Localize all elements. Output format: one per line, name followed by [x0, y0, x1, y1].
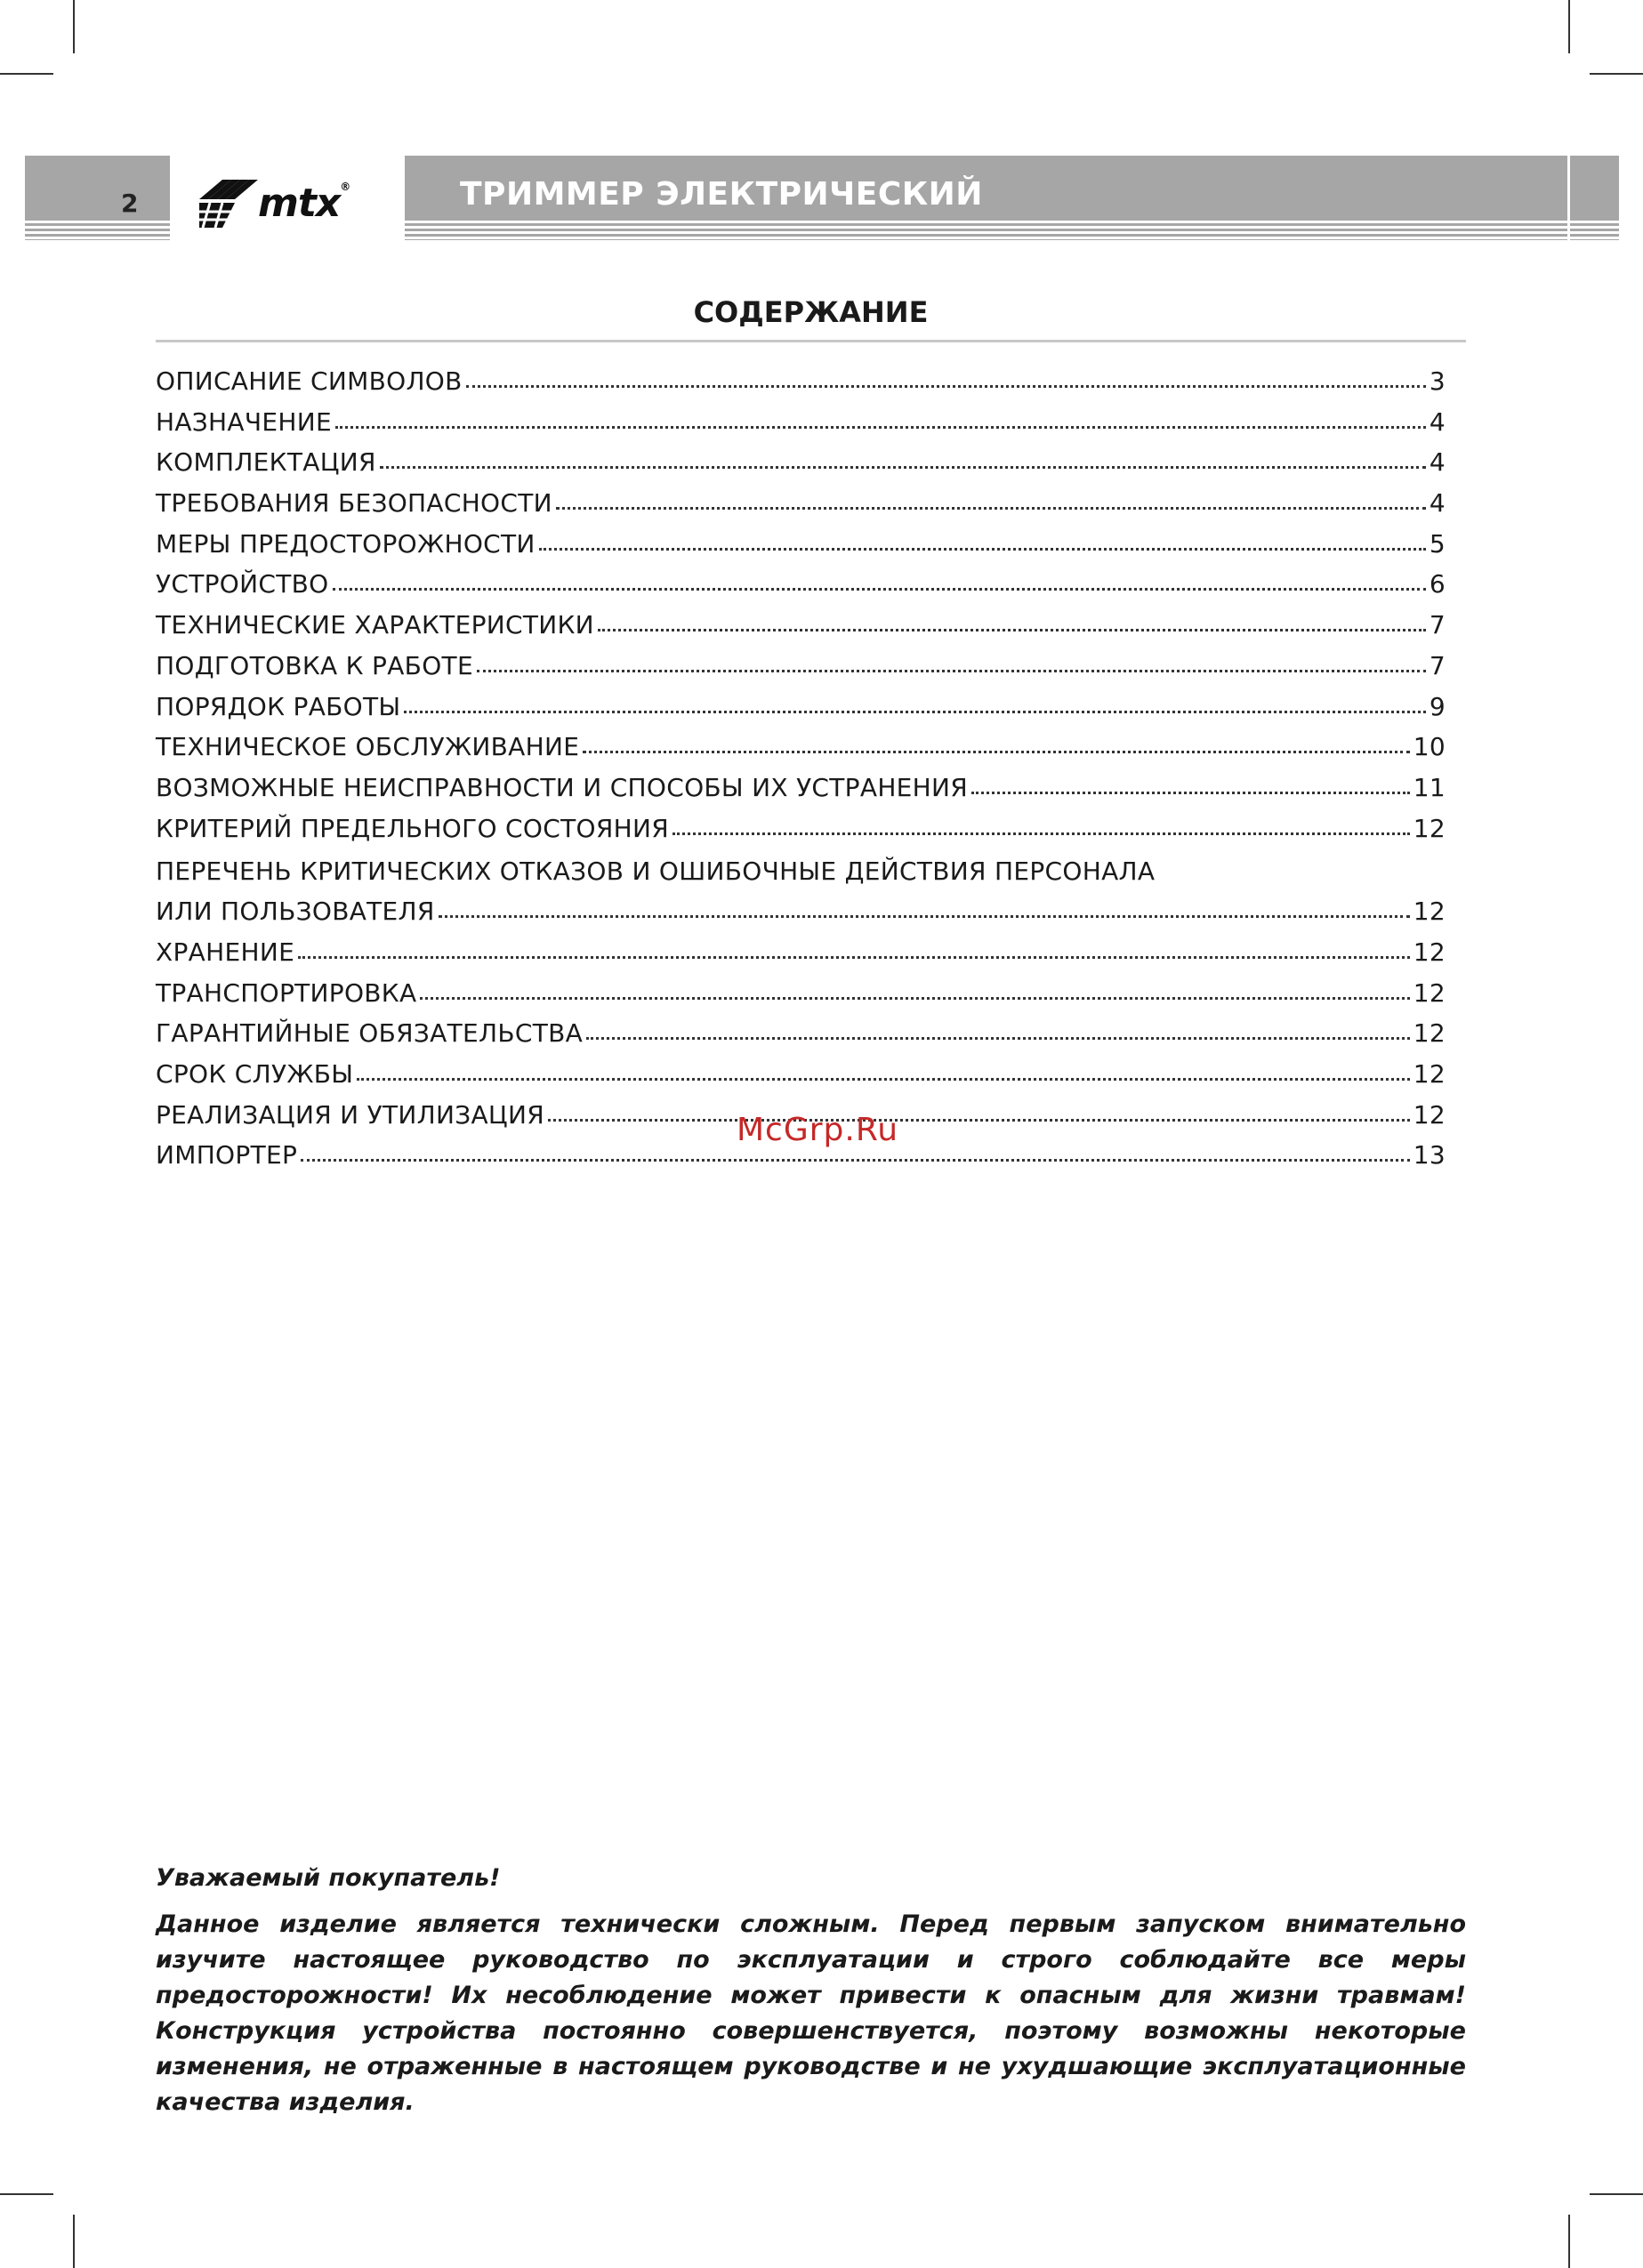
toc-entry[interactable]: ИЛИ ПОЛЬЗОВАТЕЛЯ 12	[156, 897, 1446, 927]
toc-entry[interactable]: ТРАНСПОРТИРОВКА 12	[156, 977, 1446, 1008]
crop-mark	[73, 2215, 75, 2268]
toc-entry[interactable]: ПЕРЕЧЕНЬ КРИТИЧЕСКИХ ОТКАЗОВ И ОШИБОЧНЫЕ ДЕЙСТВИЯ ПЕРСОНАЛА	[156, 856, 1156, 886]
toc-entry[interactable]: ХРАНЕНИЕ 12	[156, 937, 1446, 967]
page-number: 2	[121, 189, 139, 218]
toc-entry[interactable]: ИМПОРТЕР 13	[156, 1140, 1446, 1170]
toc-entry[interactable]: КОМПЛЕКТАЦИЯ 4	[156, 447, 1446, 478]
crop-mark	[0, 2193, 53, 2195]
document-title: ТРИММЕР ЭЛЕКТРИЧЕСКИЙ	[460, 176, 983, 213]
toc-entry[interactable]: СРОК СЛУЖБЫ 12	[156, 1059, 1446, 1089]
toc-entry[interactable]: ГАРАНТИЙНЫЕ ОБЯЗАТЕЛЬСТВА 12	[156, 1018, 1446, 1049]
crop-mark	[1568, 2215, 1570, 2268]
toc-entry[interactable]: ВОЗМОЖНЫЕ НЕИСПРАВНОСТИ И СПОСОБЫ ИХ УСТРАНЕНИЯ 11	[156, 772, 1446, 802]
header-end-band	[1567, 156, 1619, 240]
toc-entry[interactable]: РЕАЛИЗАЦИЯ И УТИЛИЗАЦИЯ 12	[156, 1099, 1446, 1130]
crop-mark	[1590, 2193, 1643, 2195]
toc-entry[interactable]: НАЗНАЧЕНИЕ 4	[156, 406, 1446, 437]
toc-divider	[156, 340, 1466, 342]
toc-entry[interactable]: ОПИСАНИЕ СИМВОЛОВ 3	[156, 366, 1446, 396]
toc-entry[interactable]: КРИТЕРИЙ ПРЕДЕЛЬНОГО СОСТОЯНИЯ 12	[156, 813, 1446, 843]
notice-greeting: Уважаемый покупатель!	[156, 1864, 501, 1892]
toc-entry[interactable]: ПОРЯДОК РАБОТЫ 9	[156, 691, 1446, 721]
toc-entry[interactable]: ТЕХНИЧЕСКИЕ ХАРАКТЕРИСТИКИ 7	[156, 610, 1446, 640]
notice-body: Данное изделие является технически сложным. Перед первым запуском внимательно изучите настоящее руководство по эксплуатации и строго соблюдайте все меры предосторожности! Их несоблюдение может привести к опасным для жизни травмам! Конструкция устройства постоянно совершенствуется, поэтому возможны некоторые изменения, не отраженные в настоящем руководстве и не ухудшающие эксплуатационные качества изделия.	[156, 1910, 1466, 2116]
toc-entry[interactable]: МЕРЫ ПРЕДОСТОРОЖНОСТИ 5	[156, 528, 1446, 559]
header-left-band	[25, 156, 170, 240]
toc-entry[interactable]: ПОДГОТОВКА К РАБОТЕ 7	[156, 650, 1446, 680]
toc-entry[interactable]: ТРЕБОВАНИЯ БЕЗОПАСНОСТИ 4	[156, 488, 1446, 519]
toc-entry[interactable]: УСТРОЙСТВО 6	[156, 569, 1446, 599]
crop-mark	[73, 0, 75, 53]
toc-title: СОДЕРЖАНИЕ	[693, 295, 929, 329]
crop-mark	[1568, 0, 1570, 53]
crop-mark	[1590, 73, 1643, 75]
table-of-contents	[156, 351, 1446, 1170]
logo-text: mtx®	[258, 181, 350, 226]
crop-mark	[0, 73, 53, 75]
toc-entry[interactable]: ТЕХНИЧЕСКОЕ ОБСЛУЖИВАНИЕ 10	[156, 732, 1446, 762]
watermark: McGrp.Ru	[737, 1112, 899, 1148]
